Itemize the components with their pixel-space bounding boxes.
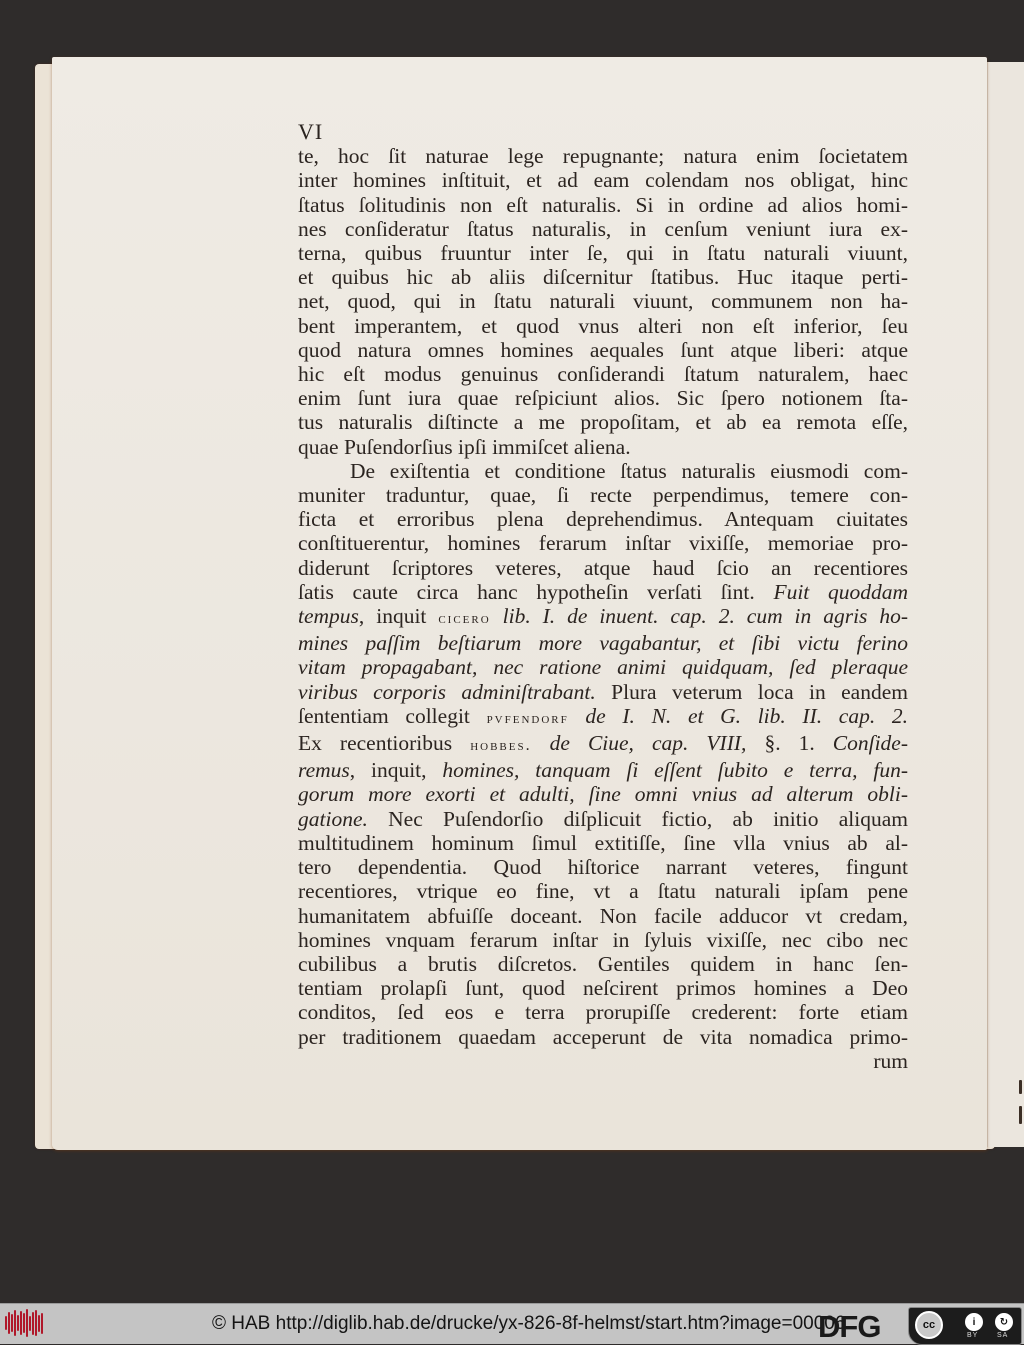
sa-label: SA xyxy=(997,1332,1009,1339)
text-line: conditos, ſed eos e terra prorupiſſe crederent: forte etiam xyxy=(298,1000,908,1025)
hab-logo-icon[interactable] xyxy=(5,1308,47,1338)
citation-ref: de Ciue, cap. VIII, xyxy=(531,731,747,756)
text-line: enim ſunt iura quae reſpiciunt alios. Sic ſpero notionem ſta- xyxy=(298,386,908,411)
quote-italic: vitam propagabant, nec ratione animi quidquam, ſed pleraque xyxy=(298,655,908,680)
paragraph-start: De exiſtentia et conditione ſtatus naturalis eiusmodi com- xyxy=(350,458,908,483)
text-run: Ex recentioribus xyxy=(298,731,471,756)
text-line: diderunt ſcriptores veteres, atque haud ſcio an recentiores xyxy=(298,555,908,580)
text-line xyxy=(298,807,908,831)
person-icon: i xyxy=(965,1313,983,1331)
cc-icon: cc xyxy=(915,1311,943,1339)
text-line: te, hoc ſit naturae lege repugnante; natura enim ſocietatem xyxy=(298,144,908,169)
author-name: hobbes. xyxy=(470,737,532,755)
text-line: muniter traduntur, quae, ſi recte perpendimus, temere con- xyxy=(298,483,908,508)
text-line: conſtituerentur, homines ferarum inſtar vixiſſe, memoriae pro- xyxy=(298,531,908,556)
text-line: quod natura omnes homines aequales ſunt atque liberi: atque xyxy=(298,337,908,362)
text-line: ſtatus ſolitudinis non eſt naturalis. Si in ordine ad alios homi- xyxy=(298,192,908,217)
catchword: rum xyxy=(873,1048,908,1073)
text-line: cubilibus a brutis diſcretos. Gentiles quidem in hanc ſen- xyxy=(298,951,908,976)
dfg-logo[interactable]: DFG xyxy=(818,1309,881,1344)
footer-bar xyxy=(0,1303,1024,1344)
text-run: , inquit, xyxy=(349,758,443,783)
text-line: tero dependentia. Quod hiſtorice narrant veteres, fingunt xyxy=(298,855,908,880)
text-line: humanitatem abfuiſſe doceant. Non facile adducor vt credam, xyxy=(298,903,908,928)
by-label: BY xyxy=(967,1332,979,1339)
citation-ref: lib. I. de inuent. cap. 2. cum in agris ho- xyxy=(502,604,909,629)
text-line xyxy=(298,655,908,679)
quote-italic: Conſide- xyxy=(832,731,908,756)
text-line xyxy=(298,580,908,604)
text-line: multitudinem hominum ſimul extitiſſe, ſine vlla vnius ab al- xyxy=(298,830,908,855)
quote-italic: tempus xyxy=(298,604,359,629)
text-run: ſententiam collegit xyxy=(298,703,487,728)
quote-italic: remus xyxy=(298,758,350,783)
text-line: terna, quibus fruuntur inter ſe, qui in ſtatu naturali viuunt, xyxy=(298,241,908,266)
facing-page-glyph xyxy=(1019,1080,1022,1094)
text-line: inter homines inſtituit, et ad eam colendam nos obligat, hinc xyxy=(298,168,908,193)
text-line: tus naturalis diſtincte a me propoſitam, et ab ea remota eſſe, xyxy=(298,410,908,435)
text-run: Plura veterum loca in eandem xyxy=(595,679,908,704)
text-line: hic eſt modus genuinus conſiderandi ſtatum naturalem, haec xyxy=(298,362,908,387)
text-line xyxy=(298,731,908,758)
copyright-link[interactable]: © HAB http://diglib.hab.de/drucke/yx-826-8f-helmst/start.htm?image=00006 xyxy=(212,1313,846,1334)
text-line xyxy=(298,704,908,731)
quote-italic: gorum more exorti et adulti, ſine omni vnius ad alterum obli- xyxy=(298,782,908,807)
quote-italic: gatione. xyxy=(298,806,368,831)
text-run: §. 1. xyxy=(746,731,833,756)
quote-italic: viribus corporis adminiſtrabant. xyxy=(298,679,596,704)
page-text xyxy=(298,120,908,1073)
text-line xyxy=(298,631,908,655)
text-line: et quibus hic ab aliis diſcernitur ſtatibus. Huc itaque perti- xyxy=(298,265,908,290)
text-run: , inquit xyxy=(358,604,439,629)
text-line: net, quod, qui in ſtatu naturali viuunt, communem non ha- xyxy=(298,289,908,314)
quote-italic: homines, tanquam ſi eſſent ſubito e terra, fun- xyxy=(442,758,908,783)
text-line: recentiores, vtrique eo fine, vt a ſtatu naturali ipſam pene xyxy=(298,879,908,904)
author-name: cicero xyxy=(438,610,491,628)
author-name: pvfendorf xyxy=(486,709,569,727)
text-line: ficta et erroribus plena deprehendimus. Antequam ciuitates xyxy=(298,507,908,532)
text-line xyxy=(298,604,908,631)
text-line xyxy=(298,782,908,806)
cc-license-badge[interactable] xyxy=(908,1307,1022,1345)
facing-page-edge xyxy=(987,62,1024,1147)
text-line xyxy=(298,680,908,704)
quote-italic: mines paſſim beſtiarum more vagabantur, et ſibi victu ferino xyxy=(298,631,908,656)
text-line: nes conſideratur ſtatus naturalis, in cenſum veniunt iura ex- xyxy=(298,216,908,241)
page-number: VI xyxy=(298,119,324,144)
quote-italic: Fuit quoddam xyxy=(773,579,909,604)
text-line xyxy=(298,758,908,782)
share-alike-icon: ↻ xyxy=(995,1313,1013,1331)
text-run: ſatis caute circa hanc hypotheſin verſati ſint. xyxy=(298,579,755,604)
text-line: bent imperantem, et quod vnus alteri non eſt inferior, ſeu xyxy=(298,313,908,338)
text-line: tentiam prolapſi ſunt, quod neſcirent primos homines a Deo xyxy=(298,976,908,1001)
text-run: Nec Puſendorſio diſplicuit fictio, ab initio aliquam xyxy=(367,806,908,831)
text-line: per traditionem quaedam acceperunt de vita nomadica primo- xyxy=(298,1024,908,1049)
citation-ref: de I. N. et G. lib. II. cap. 2. xyxy=(568,703,908,728)
facing-page-glyph xyxy=(1019,1106,1022,1124)
text-line: homines vnquam ferarum inſtar in ſyluis vixiſſe, nec cibo nec xyxy=(298,927,908,952)
text-line: quae Puſendorſius ipſi immiſcet aliena. xyxy=(298,434,631,459)
